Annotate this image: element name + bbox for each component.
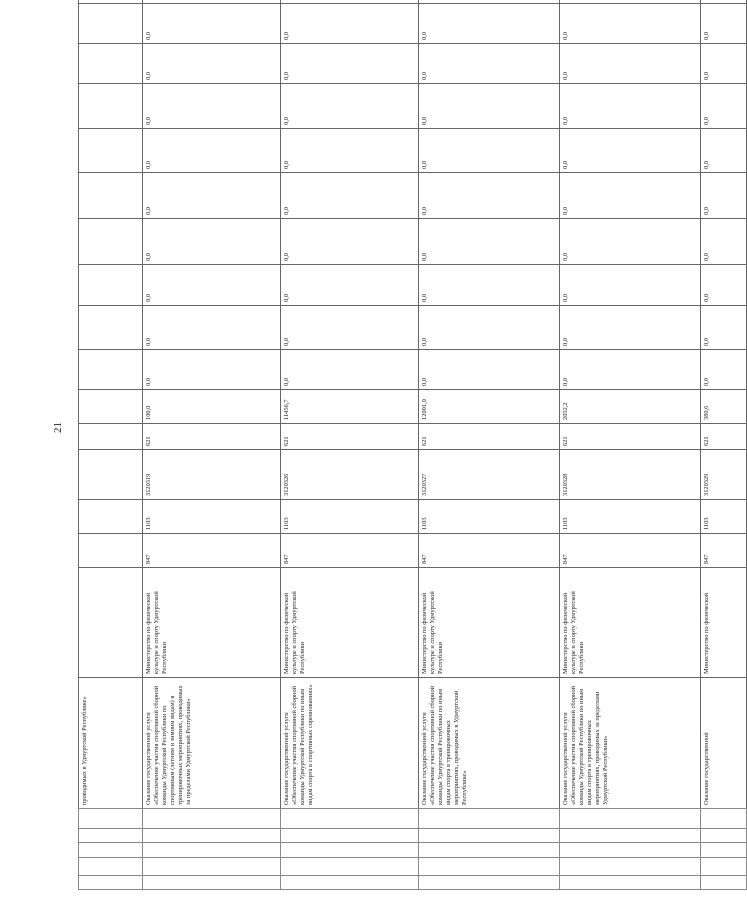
value-cell: [560, 0, 701, 4]
value-cell: [79, 306, 143, 350]
ministry-cell: Министерство по физической культуре и спорту Удмуртской Республики: [281, 568, 419, 678]
value-cell: 0,0: [701, 350, 747, 390]
value-cell: 0,0: [143, 44, 281, 84]
index-cell: [560, 829, 701, 843]
index-cell: [701, 876, 747, 890]
value-cell: 380,6: [701, 390, 747, 424]
value-cell: 0,0: [701, 129, 747, 173]
value-cell: 100,0: [143, 390, 281, 424]
index-cell: [560, 809, 701, 829]
value-cell: 0,0: [143, 4, 281, 44]
value-cell: 0,0: [701, 265, 747, 306]
code-cell: [79, 534, 143, 568]
code-cell: 847: [701, 534, 747, 568]
code-cell: 621: [560, 424, 701, 450]
description-cell: проводимых в Удмуртской Республике»: [79, 678, 143, 809]
table-row: [79, 0, 143, 890]
code-cell: 847: [419, 534, 560, 568]
description-cell: Оказание государственной услуги «Обеспечение участия спортивной сборной команды Удмуртской Республики по иным видам спорта в тренировочных мероприятиях, проводимых за пределами Удмуртской Республики»: [560, 678, 701, 809]
description-cell: Оказание государственной: [701, 678, 747, 809]
index-cell: [560, 876, 701, 890]
value-cell: 0,0: [701, 44, 747, 84]
value-cell: 0,0: [281, 84, 419, 129]
table-row: [419, 0, 560, 890]
value-cell: [79, 219, 143, 265]
value-cell: [79, 350, 143, 390]
index-cell: [281, 843, 419, 858]
index-cell: [419, 876, 560, 890]
value-cell: 0,0: [419, 129, 560, 173]
value-cell: 0,0: [143, 265, 281, 306]
code-cell: 3120328: [560, 450, 701, 500]
value-cell: 0,0: [560, 219, 701, 265]
code-cell: 1103: [701, 500, 747, 534]
code-cell: 1103: [143, 500, 281, 534]
index-cell: [143, 809, 281, 829]
index-cell: [560, 843, 701, 858]
code-cell: 621: [143, 424, 281, 450]
value-cell: [79, 390, 143, 424]
value-cell: 0,0: [419, 350, 560, 390]
ministry-cell: Министерство по физической культуре и спорту Удмуртской Республики: [143, 568, 281, 678]
index-cell: [419, 858, 560, 876]
code-cell: 621: [701, 424, 747, 450]
index-cell: [281, 829, 419, 843]
value-cell: 0,0: [560, 306, 701, 350]
value-cell: 0,0: [701, 219, 747, 265]
value-cell: [419, 0, 560, 4]
index-cell: [419, 843, 560, 858]
value-cell: 0,0: [560, 129, 701, 173]
index-cell: [143, 876, 281, 890]
value-cell: 0,0: [560, 4, 701, 44]
index-cell: [79, 858, 143, 876]
value-cell: 0,0: [701, 84, 747, 129]
code-cell: 621: [281, 424, 419, 450]
value-cell: 2032,2: [560, 390, 701, 424]
value-cell: 0,0: [701, 306, 747, 350]
code-cell: 1103: [419, 500, 560, 534]
code-cell: [79, 500, 143, 534]
ministry-cell: Министерство по физической культуре и спорту Удмуртской Республики: [560, 568, 701, 678]
value-cell: [143, 0, 281, 4]
code-cell: 3120326: [281, 450, 419, 500]
value-cell: 0,0: [701, 4, 747, 44]
description-cell: Оказание государственной услуги «Обеспечение участия спортивной сборной команды Удмуртской Республики по спортивным (летним и зимним видам) в тренировочных мероприятиях, проводимых за пределами Удмуртской Республики»: [143, 678, 281, 809]
value-cell: 0,0: [419, 265, 560, 306]
index-cell: [419, 829, 560, 843]
index-cell: [79, 829, 143, 843]
code-cell: 847: [281, 534, 419, 568]
value-cell: 0,0: [281, 173, 419, 219]
ministry-cell: [79, 568, 143, 678]
value-cell: 0,0: [701, 173, 747, 219]
table-row: [143, 0, 281, 890]
value-cell: 0,0: [143, 219, 281, 265]
value-cell: 0,0: [419, 4, 560, 44]
value-cell: 0,0: [419, 44, 560, 84]
value-cell: [79, 265, 143, 306]
value-cell: 0,0: [143, 84, 281, 129]
value-cell: 0,0: [281, 306, 419, 350]
value-cell: 0,0: [560, 350, 701, 390]
value-cell: 0,0: [419, 173, 560, 219]
value-cell: 0,0: [281, 4, 419, 44]
value-cell: [79, 84, 143, 129]
index-cell: [281, 876, 419, 890]
value-cell: 0,0: [419, 219, 560, 265]
value-cell: 0,0: [143, 129, 281, 173]
value-cell: 0,0: [143, 350, 281, 390]
value-cell: 0,0: [281, 219, 419, 265]
value-cell: 0,0: [143, 306, 281, 350]
code-cell: [79, 450, 143, 500]
description-cell: Оказание государственной услуги «Обеспечение участия спортивной сборной команды Удмуртской Республики по иным видам спорта в тренировочных мероприятиях, проводимых в Удмуртской Республике»: [419, 678, 560, 809]
index-cell: [281, 809, 419, 829]
code-cell: 847: [143, 534, 281, 568]
table-row: [701, 0, 747, 890]
index-cell: [560, 858, 701, 876]
code-cell: 3120327: [419, 450, 560, 500]
code-cell: 1103: [560, 500, 701, 534]
index-cell: [79, 809, 143, 829]
index-cell: [143, 858, 281, 876]
table-row: [281, 0, 419, 890]
value-cell: 0,0: [281, 44, 419, 84]
value-cell: 0,0: [281, 350, 419, 390]
index-cell: [281, 858, 419, 876]
code-cell: 847: [560, 534, 701, 568]
value-cell: [79, 4, 143, 44]
code-cell: 3120319: [143, 450, 281, 500]
index-cell: [701, 858, 747, 876]
index-cell: [701, 829, 747, 843]
code-cell: [79, 424, 143, 450]
value-cell: 0,0: [560, 265, 701, 306]
code-cell: 621: [419, 424, 560, 450]
value-cell: [79, 173, 143, 219]
value-cell: 0,0: [143, 173, 281, 219]
index-cell: [419, 809, 560, 829]
value-cell: 12001,0: [419, 390, 560, 424]
value-cell: 11456,7: [281, 390, 419, 424]
page-number: 21: [52, 422, 64, 433]
index-cell: [79, 876, 143, 890]
budget-table-region: [78, 17, 710, 890]
value-cell: [79, 129, 143, 173]
code-cell: 3120329: [701, 450, 747, 500]
index-cell: [143, 829, 281, 843]
value-cell: 0,0: [560, 44, 701, 84]
ministry-cell: Министерство по физической: [701, 568, 747, 678]
code-cell: 1103: [281, 500, 419, 534]
value-cell: [79, 44, 143, 84]
value-cell: [79, 0, 143, 4]
value-cell: 0,0: [560, 84, 701, 129]
index-cell: [701, 809, 747, 829]
value-cell: 0,0: [281, 129, 419, 173]
index-cell: [143, 843, 281, 858]
value-cell: 0,0: [560, 173, 701, 219]
description-cell: Оказание государственной услуги «Обеспечение участия спортивной сборной команды Удмуртской Республики по иным видам спорта в спортивных соревнованиях»: [281, 678, 419, 809]
ministry-cell: Министерство по физической культуре и спорту Удмуртской Республики: [419, 568, 560, 678]
value-cell: 0,0: [281, 265, 419, 306]
value-cell: [701, 0, 747, 4]
value-cell: 0,0: [419, 84, 560, 129]
value-cell: [281, 0, 419, 4]
table-row: [560, 0, 701, 890]
index-cell: [79, 843, 143, 858]
value-cell: 0,0: [419, 306, 560, 350]
budget-table: [78, 0, 747, 890]
index-cell: [701, 843, 747, 858]
